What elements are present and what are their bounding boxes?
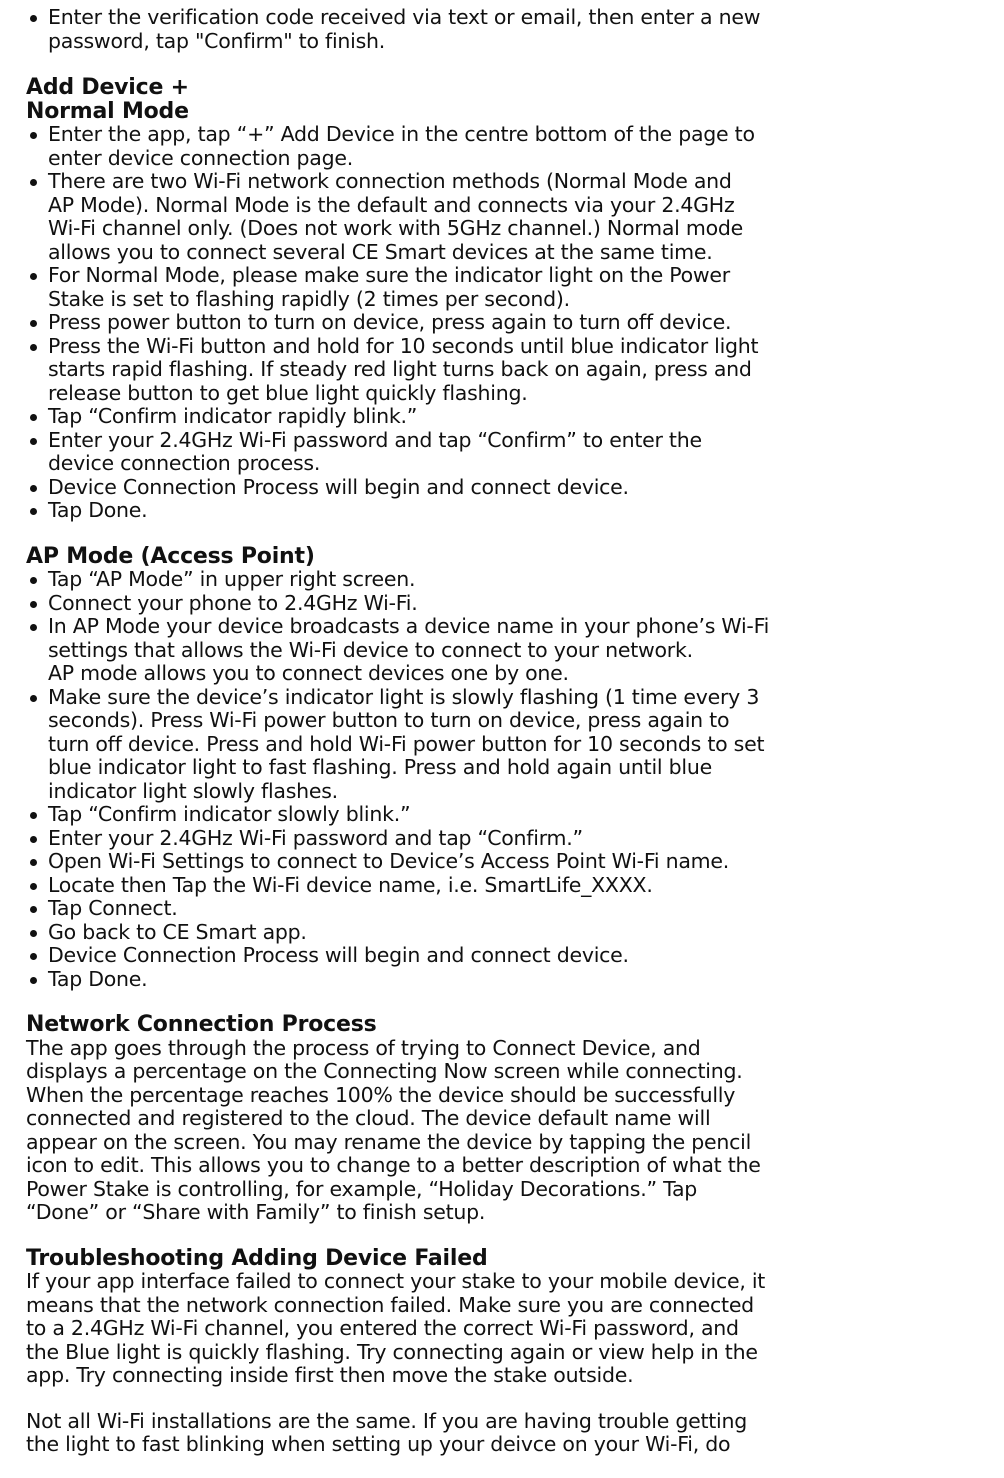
bullet-line: Enter the verification code received via text or email, then enter a new (26, 6, 964, 30)
paragraph-line: means that the network connection failed. Make sure you are connected (26, 1292, 754, 1317)
bullet-line: Tap Connect. (26, 897, 964, 921)
list-item (26, 499, 964, 523)
bullet-line: For Normal Mode, please make sure the indicator light on the Power (26, 264, 964, 288)
bullet-line: turn off device. Press and hold Wi-Fi power button for 10 seconds to set (48, 731, 765, 756)
bullet-line: Tap “Confirm indicator slowly blink.” (26, 803, 964, 827)
bullet-line: Wi-Fi channel only. (Does not work with 5GHz channel.) Normal mode (48, 216, 743, 240)
network-section (26, 1013, 964, 1225)
list-item (26, 170, 964, 264)
paragraph-line: Power Stake is controlling, for example, “Holiday Decorations.” Tap (26, 1176, 698, 1201)
bullet-line: AP Mode). Normal Mode is the default and connects via your 2.4GHz (48, 192, 735, 217)
bullet-line: Connect your phone to 2.4GHz Wi-Fi. (26, 592, 964, 616)
bullet-line: enter device connection page. (48, 145, 353, 170)
bullet-line: Tap Done. (26, 499, 964, 523)
bullet-line: Make sure the device’s indicator light is slowly flashing (1 time every 3 (26, 686, 964, 710)
list-item (26, 311, 964, 335)
paragraph-line: If your app interface failed to connect your stake to your mobile device, it (26, 1269, 766, 1293)
paragraph-line: When the percentage reaches 100% the device should be successfully (26, 1082, 736, 1107)
section-heading: Normal Mode (26, 98, 189, 124)
bullet-line: Locate then Tap the Wi-Fi device name, i.e. SmartLife_XXXX. (26, 874, 964, 898)
bullet-line: settings that allows the Wi-Fi device to connect to your network. (48, 637, 693, 662)
paragraph-line: the Blue light is quickly flashing. Try connecting again or view help in the (26, 1339, 758, 1364)
troubleshooting-section (26, 1247, 964, 1457)
bullet-line: password, tap "Confirm" to finish. (48, 28, 386, 53)
list-item (26, 686, 964, 804)
paragraph-line: icon to edit. This allows you to change to a better description of what the (26, 1153, 761, 1177)
bullet-line: AP mode allows you to connect devices one by one. (48, 661, 569, 685)
list-item (26, 968, 964, 992)
bullet-line: Enter the app, tap “+” Add Device in the centre bottom of the page to (26, 123, 964, 147)
section-heading: Network Connection Process (26, 1012, 377, 1037)
bullet-line: indicator light slowly flashes. (48, 778, 338, 803)
section-heading: Add Device + (26, 75, 189, 100)
list-item (26, 476, 964, 500)
list-item (26, 429, 964, 476)
bullet-line: Tap “Confirm indicator rapidly blink.” (26, 405, 964, 429)
bullet-line: allows you to connect several CE Smart devices at the same time. (48, 239, 713, 264)
paragraph-line: app. Try connecting inside first then move the stake outside. (26, 1363, 634, 1387)
bullet-line: blue indicator light to fast flashing. Press and hold again until blue (48, 755, 712, 779)
list-item (26, 803, 964, 827)
add-device-section (26, 76, 964, 523)
bullet-line: Press the Wi-Fi button and hold for 10 seconds until blue indicator light (26, 335, 964, 359)
paragraph-line: to a 2.4GHz Wi-Fi channel, you entered the correct Wi-Fi password, and (26, 1316, 739, 1340)
bullet-line: Device Connection Process will begin and connect device. (26, 944, 964, 968)
list-item (26, 615, 964, 686)
section-heading: Troubleshooting Adding Device Failed (26, 1245, 488, 1271)
list-item (26, 592, 964, 616)
list-item (26, 944, 964, 968)
paragraph-line: connected and registered to the cloud. The device default name will (26, 1106, 711, 1130)
bullet-line: Stake is set to flashing rapidly (2 times per second). (48, 286, 570, 311)
paragraph-line: Not all Wi-Fi installations are the same. If you are having trouble getting (26, 1408, 747, 1433)
paragraph-line: appear on the screen. You may rename the device by tapping the pencil (26, 1129, 752, 1154)
list-item (26, 264, 964, 311)
bullet-line: There are two Wi-Fi network connection methods (Normal Mode and (26, 170, 964, 194)
list-item (26, 897, 964, 921)
paragraph-line: displays a percentage on the Connecting Now screen while connecting. (26, 1059, 743, 1083)
bullet-line: Open Wi-Fi Settings to connect to Device’s Access Point Wi-Fi name. (26, 850, 964, 874)
paragraph-line: the light to fast blinking when setting up your deivce on your Wi-Fi, do (26, 1432, 731, 1456)
bullet-line: starts rapid flashing. If steady red light turns back on again, press and (48, 357, 752, 381)
list-item (26, 850, 964, 874)
paragraph-line: The app goes through the process of trying to Connect Device, and (26, 1035, 701, 1060)
list-item (26, 827, 964, 851)
bullet-line: Tap Done. (26, 968, 964, 992)
ap-mode-section (26, 545, 964, 992)
bullet-line: Press power button to turn on device, press again to turn off device. (26, 311, 964, 335)
list-item (26, 123, 964, 170)
bullet-line: Enter your 2.4GHz Wi-Fi password and tap “Confirm” to enter the (26, 429, 964, 453)
section-heading: AP Mode (Access Point) (26, 543, 315, 569)
list-item (26, 921, 964, 945)
bullet-line: Go back to CE Smart app. (26, 921, 964, 945)
bullet-line: Enter your 2.4GHz Wi-Fi password and tap “Confirm.” (26, 827, 964, 851)
list-item (26, 405, 964, 429)
bullet-line: release button to get blue light quickly flashing. (48, 380, 528, 405)
bullet-line: Device Connection Process will begin and connect device. (26, 476, 964, 500)
list-item (26, 874, 964, 898)
list-item (26, 335, 964, 406)
paragraph-line: “Done” or “Share with Family” to finish setup. (26, 1200, 486, 1224)
bullet-line: In AP Mode your device broadcasts a device name in your phone’s Wi-Fi (26, 615, 964, 639)
bullet-line: device connection process. (48, 451, 321, 475)
intro-list-item (26, 6, 964, 53)
bullet-line: seconds). Press Wi-Fi power button to turn on device, press again to (48, 708, 730, 732)
list-item (26, 568, 964, 592)
bullet-line: Tap “AP Mode” in upper right screen. (26, 568, 964, 592)
